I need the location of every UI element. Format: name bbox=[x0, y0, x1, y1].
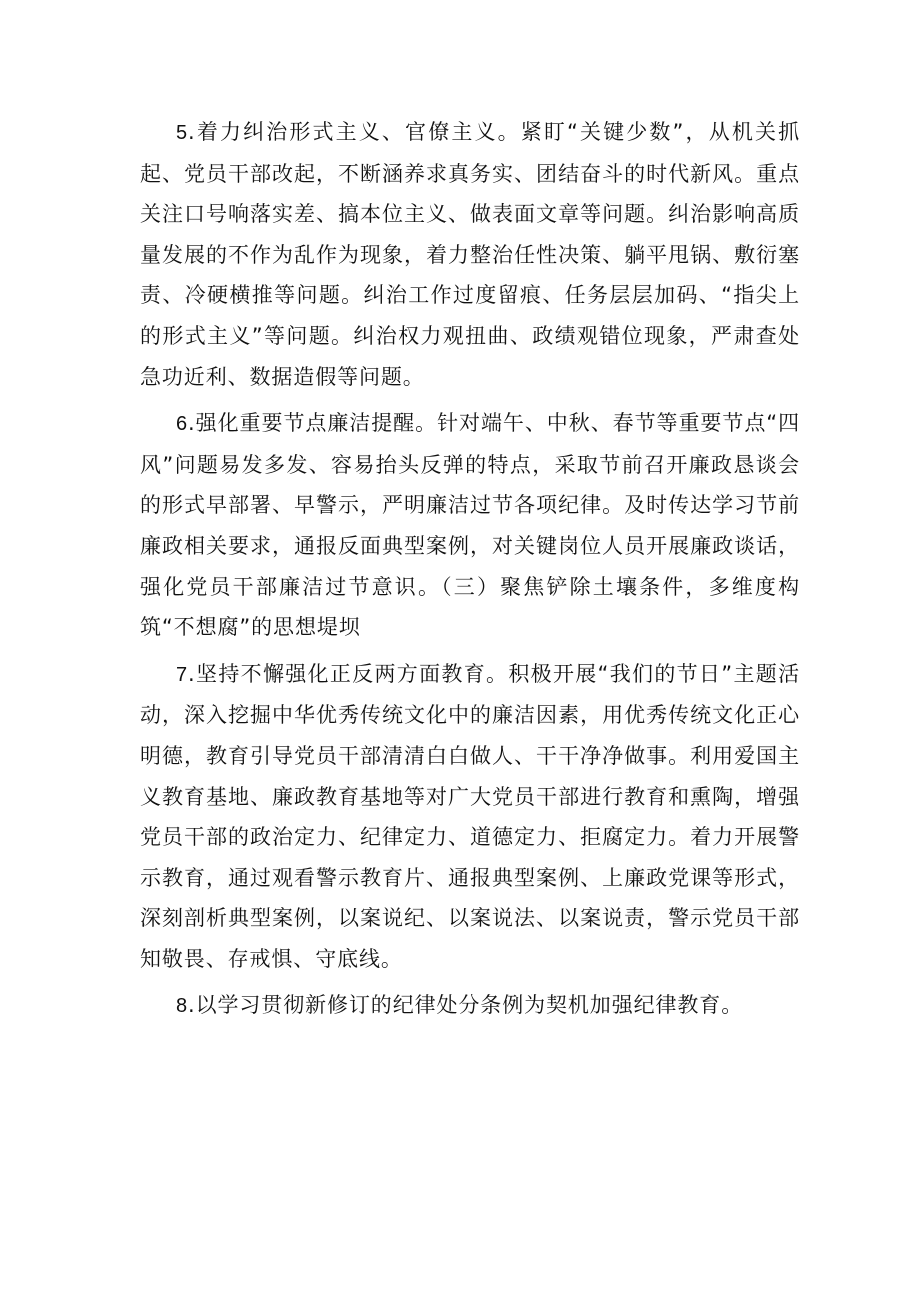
paragraph-5 bbox=[140, 112, 800, 397]
paragraph-number: 7 bbox=[176, 663, 189, 686]
paragraph-number: 8 bbox=[176, 995, 189, 1018]
paragraph-text: .以学习贯彻新修订的纪律处分条例为契机加强纪律教育。 bbox=[188, 993, 744, 1018]
paragraph-text: .强化重要节点廉洁提醒。针对端午、中秋、春节等重要节点“四风”问题易发多发、容易抬头反弹的特点，采取节前召开廉政恳谈会的形式早部署、早警示，严明廉洁过节各项纪律。及时传达学习节前廉政相关要求，通报反面典型案例，对关键岗位人员开展廉政谈话，强化党员干部廉洁过节意识。（三）聚焦铲除土壤条件，多维度构筑“不想腐”的思想堤坝 bbox=[140, 411, 800, 640]
paragraph-7 bbox=[140, 654, 800, 980]
paragraph-text: .着力纠治形式主义、官僚主义。紧盯“关键少数”，从机关抓起、党员干部改起，不断涵养求真务实、团结奋斗的时代新风。重点关注口号响落实差、搞本位主义、做表面文章等问题。纠治影响高质量发展的不作为乱作为现象，着力整治任性决策、躺平甩锅、敷衍塞责、冷硬横推等问题。纠治工作过度留痕、任务层层加码、“指尖上的形式主义”等问题。纠治权力观扭曲、政绩观错位现象，严肃查处急功近利、数据造假等问题。 bbox=[140, 120, 800, 389]
paragraph-text: .坚持不懈强化正反两方面教育。积极开展“我们的节日”主题活动，深入挖掘中华优秀传统文化中的廉洁因素，用优秀传统文化正心明德，教育引导党员干部清清白白做人、干干净净做事。利用爱国主义教育基地、廉政教育基地等对广大党员干部进行教育和熏陶，增强党员干部的政治定力、纪律定力、道德定力、拒腐定力。着力开展警示教育，通过观看警示教育片、通报典型案例、上廉政党课等形式，深刻剖析典型案例，以案说纪、以案说法、以案说责，警示党员干部知敬畏、存戒惧、守底线。 bbox=[140, 661, 800, 971]
paragraph-8 bbox=[140, 985, 800, 1027]
paragraph-6 bbox=[140, 403, 800, 648]
paragraph-number: 5 bbox=[176, 122, 189, 144]
document-page bbox=[140, 112, 800, 1033]
paragraph-number: 6 bbox=[176, 413, 189, 436]
